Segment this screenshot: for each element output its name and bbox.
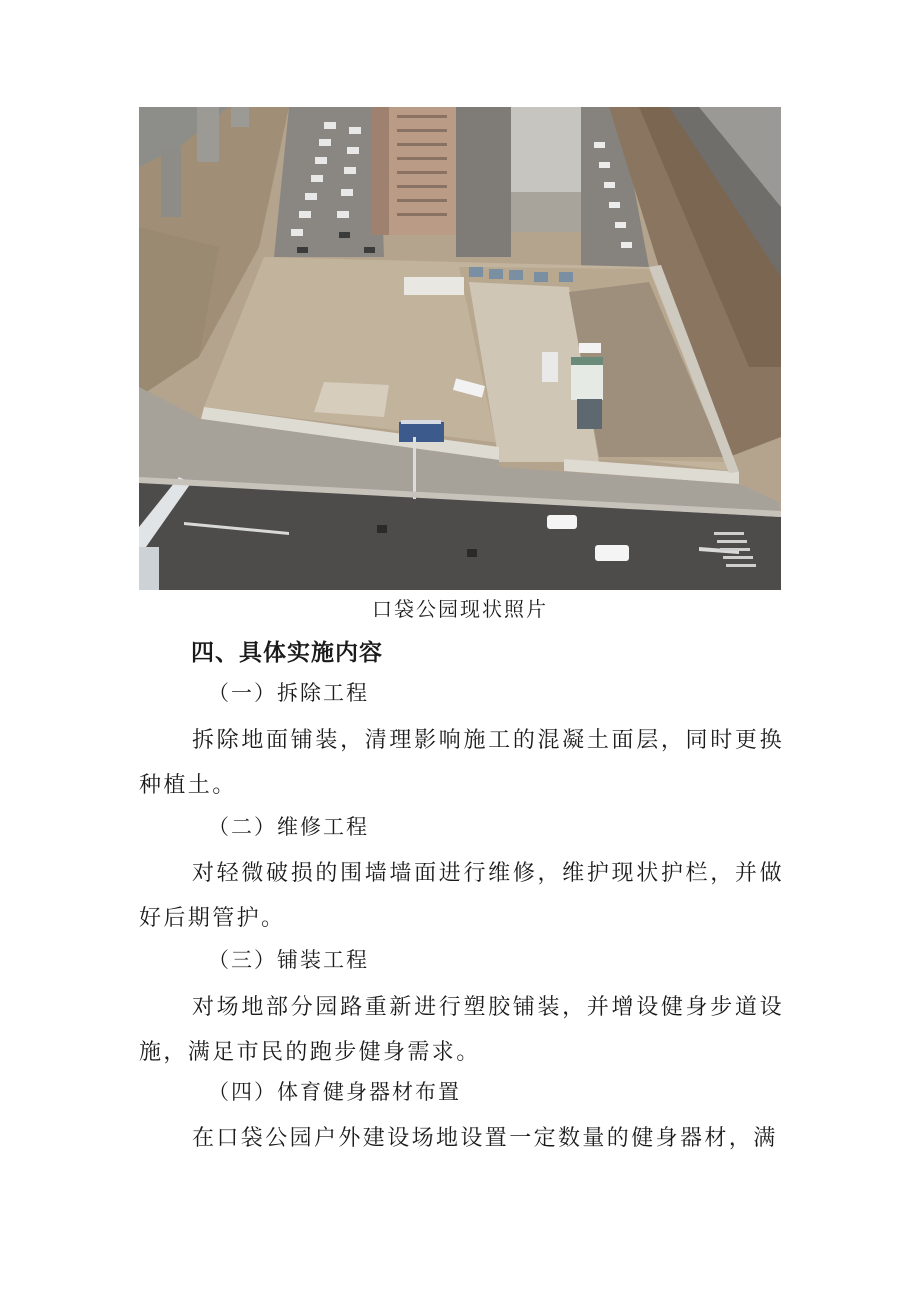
subheading-fitness-equipment: （四）体育健身器材布置 xyxy=(208,1080,461,1104)
subheading-paving: （三）铺装工程 xyxy=(208,948,369,972)
subheading-repair: （二）维修工程 xyxy=(208,815,369,839)
paragraph-demolition: 拆除地面铺装，清理影响施工的混凝土面层，同时更换种植土。 xyxy=(139,728,784,798)
aerial-photo-illustration xyxy=(139,107,781,590)
section-heading: 四、具体实施内容 xyxy=(191,640,383,666)
paragraph-fitness-equipment: 在口袋公园户外建设场地设置一定数量的健身器材，满 xyxy=(192,1126,778,1151)
subheading-demolition: （一）拆除工程 xyxy=(208,681,369,705)
paragraph-paving: 对场地部分园路重新进行塑胶铺装，并增设健身步道设施，满足市民的跑步健身需求。 xyxy=(139,995,784,1065)
photo-caption: 口袋公园现状照片 xyxy=(372,597,548,621)
site-status-photo xyxy=(139,107,781,590)
paragraph-repair: 对轻微破损的围墙墙面进行维修，维护现状护栏，并做好后期管护。 xyxy=(139,861,784,931)
